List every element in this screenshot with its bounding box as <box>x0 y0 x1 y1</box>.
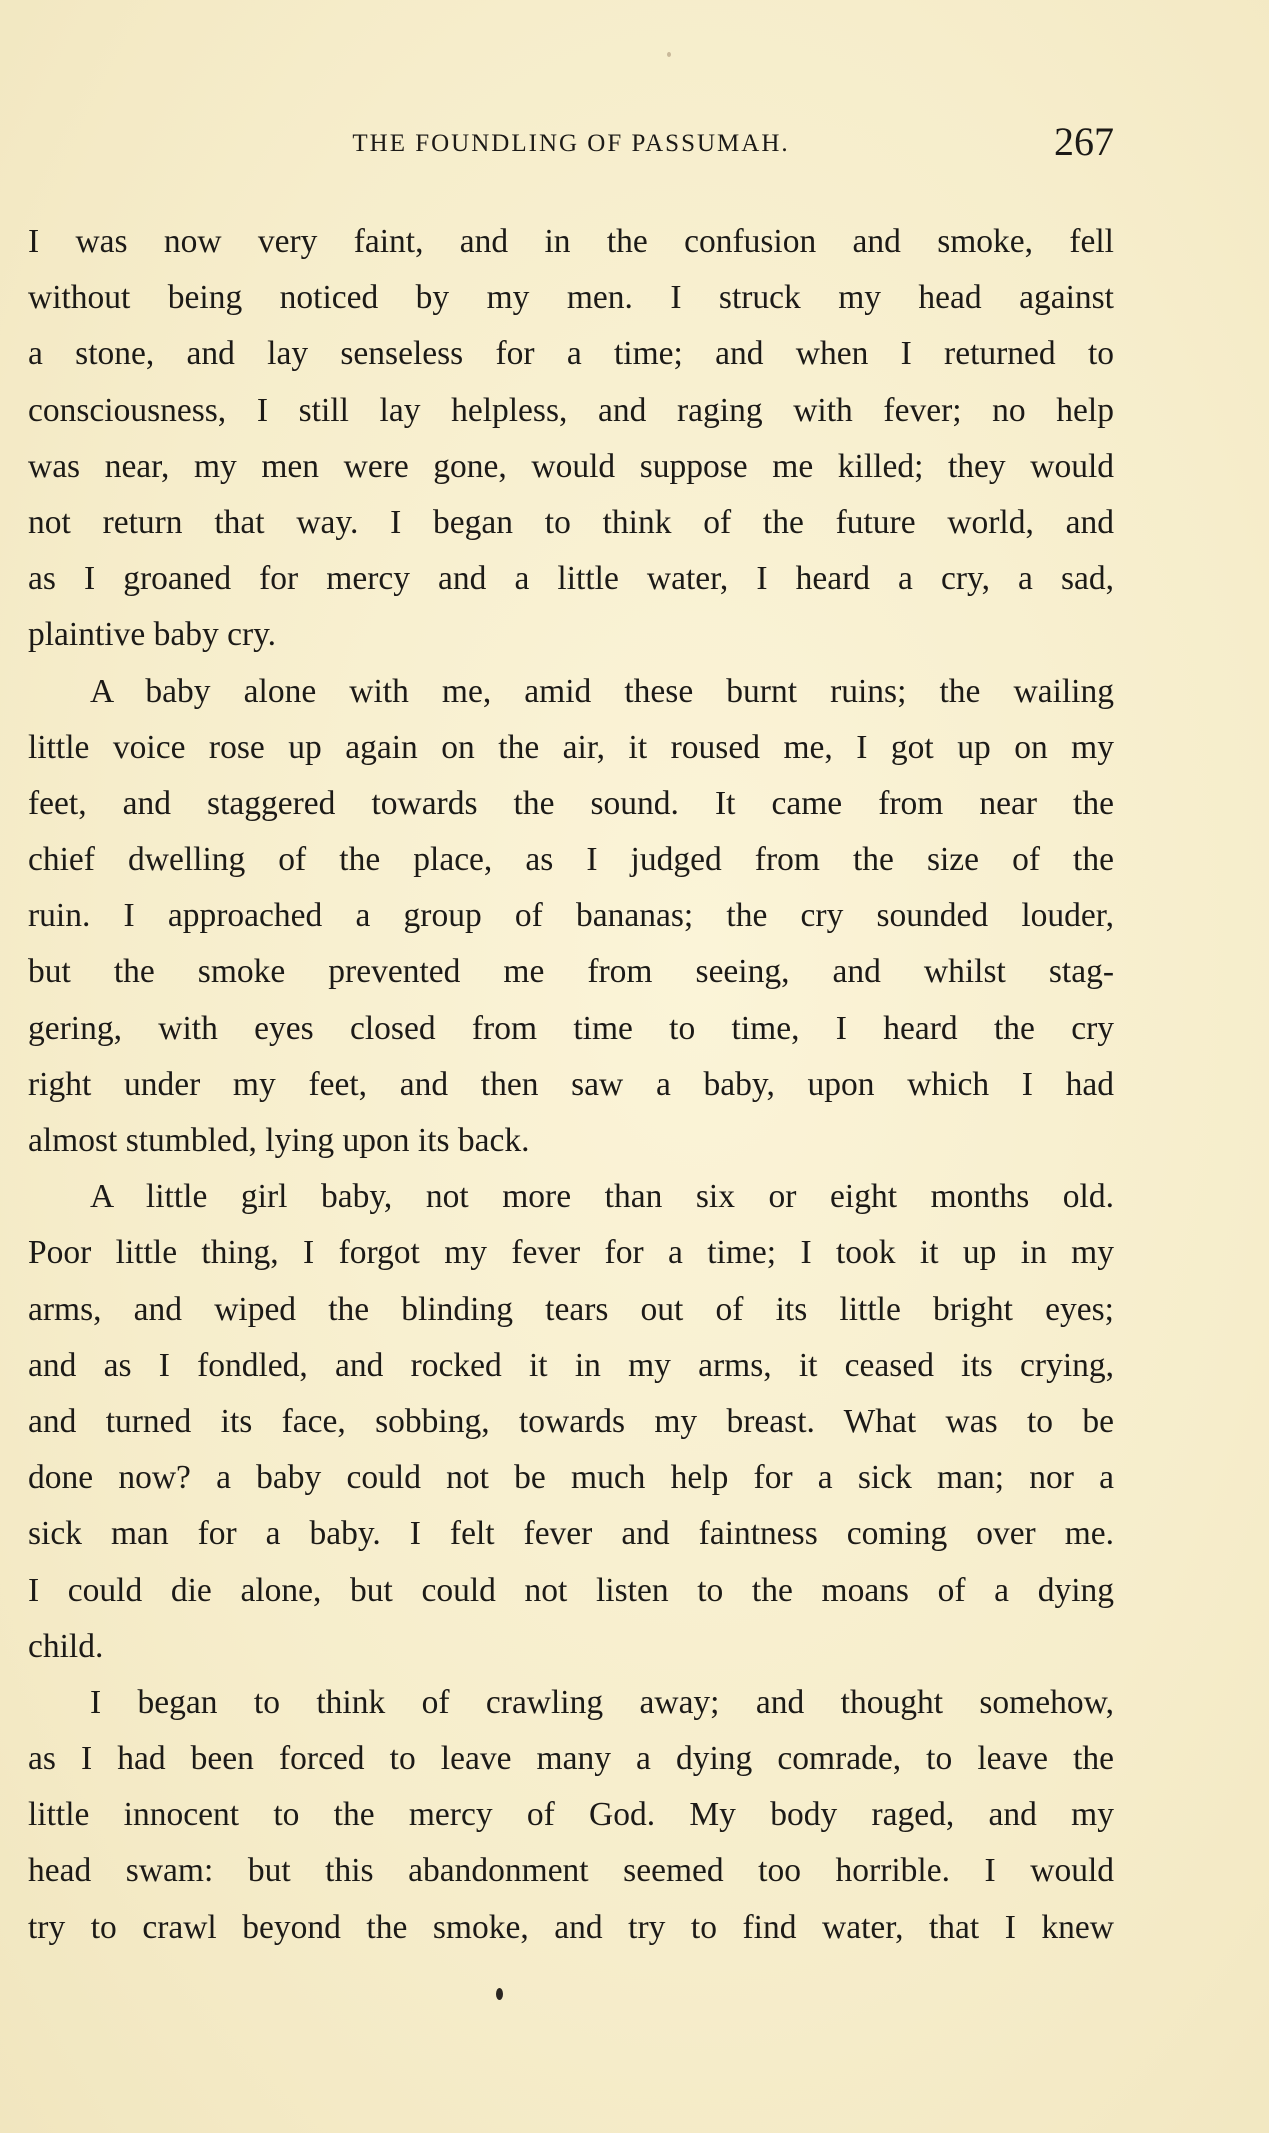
text-line: without being noticed by my men. I struck my head against <box>28 279 1114 317</box>
text-line: I could die alone, but could not listen to the moans of a dying <box>28 1571 1114 1609</box>
text-line: little voice rose up again on the air, it roused me, I got up on my <box>28 728 1114 766</box>
text-line: ruin. I approached a group of bananas; the cry sounded louder, <box>28 897 1114 935</box>
running-head <box>28 118 1114 168</box>
text-line: sick man for a baby. I felt fever and faintness coming over me. <box>28 1515 1114 1553</box>
text-line: little innocent to the mercy of God. My body raged, and my <box>28 1796 1114 1834</box>
text-line: not return that way. I began to think of the future world, and <box>28 503 1114 541</box>
text-line: consciousness, I still lay helpless, and raging with fever; no help <box>28 391 1114 429</box>
paper-speck <box>667 52 671 57</box>
text-line: head swam: but this abandonment seemed too horrible. I would <box>28 1852 1114 1890</box>
text-line: gering, with eyes closed from time to time, I heard the cry <box>28 1009 1114 1047</box>
text-line: as I had been forced to leave many a dying comrade, to leave the <box>28 1740 1114 1778</box>
text-line: try to crawl beyond the smoke, and try to find water, that I knew <box>28 1908 1114 1946</box>
text-line: and turned its face, sobbing, towards my breast. What was to be <box>28 1402 1114 1440</box>
text-line: child. <box>28 1627 104 1665</box>
text-line: chief dwelling of the place, as I judged from the size of the <box>28 841 1114 879</box>
text-line: I was now very faint, and in the confusion and smoke, fell <box>28 223 1114 260</box>
running-title: THE FOUNDLING OF PASSUMAH. <box>352 130 790 157</box>
text-line: right under my feet, and then saw a baby, upon which I had <box>28 1065 1114 1103</box>
text-line: I began to think of crawling away; and thought somehow, <box>90 1683 1114 1721</box>
text-line: A baby alone with me, amid these burnt ruins; the wailing <box>90 672 1114 710</box>
text-line: done now? a baby could not be much help for a sick man; nor a <box>28 1459 1114 1497</box>
body-text <box>28 214 1114 1956</box>
text-line: feet, and staggered towards the sound. It came from near the <box>28 784 1114 822</box>
text-line: A little girl baby, not more than six or eight months old. <box>90 1178 1114 1216</box>
text-line: as I groaned for mercy and a little water, I heard a cry, a sad, <box>28 560 1114 598</box>
text-line: almost stumbled, lying upon its back. <box>28 1122 530 1159</box>
text-line: but the smoke prevented me from seeing, and whilst stag- <box>28 953 1114 991</box>
ink-speck <box>496 1988 503 2000</box>
text-line: plaintive baby cry. <box>28 616 277 654</box>
text-line: arms, and wiped the blinding tears out of its little bright eyes; <box>28 1290 1114 1328</box>
text-line: a stone, and lay senseless for a time; and when I returned to <box>28 335 1114 373</box>
text-line: and as I fondled, and rocked it in my arms, it ceased its crying, <box>28 1346 1114 1384</box>
text-line: was near, my men were gone, would suppose me killed; they would <box>28 447 1114 485</box>
page-number: 267 <box>1054 119 1114 164</box>
text-line: Poor little thing, I forgot my fever for a time; I took it up in my <box>28 1234 1114 1272</box>
